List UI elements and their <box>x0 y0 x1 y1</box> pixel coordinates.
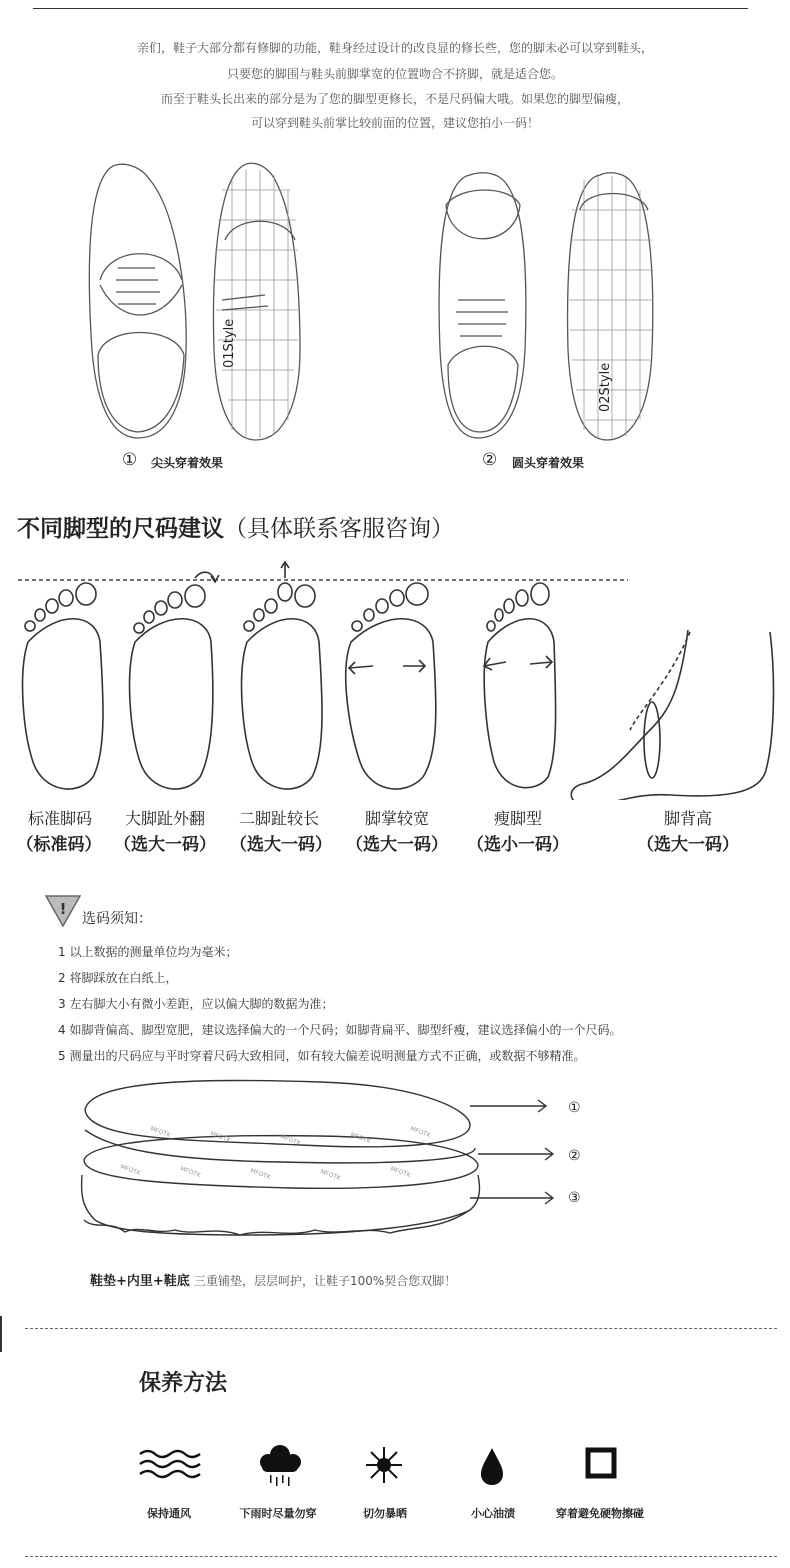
notice-item-5: 5 测量出的尺码应与平时穿着尺码大致相同，如有较大偏差说明测量方式不正确，或数据不够精准。 <box>58 1049 586 1063</box>
left-caption-number: ① <box>122 450 138 470</box>
foot-high-instep <box>571 630 773 800</box>
foot-label-3: 二脚趾较长 <box>238 809 319 828</box>
wave-icon <box>140 1451 200 1477</box>
foot-wide <box>346 583 436 789</box>
rain-cloud-icon <box>260 1445 301 1486</box>
brand-print-2: MFOTK <box>209 1130 232 1145</box>
foot-label-5: 瘦脚型 <box>493 809 542 828</box>
notice-item-2: 2 将脚踩放在白纸上， <box>58 971 178 985</box>
brand-print-10: MFOTK <box>389 1165 412 1180</box>
brand-print-5: MFOTK <box>409 1125 432 1140</box>
drop-icon <box>481 1448 503 1485</box>
care-divider <box>25 1328 777 1329</box>
foot-slim <box>484 583 556 788</box>
shoe-layers-illustration <box>0 1070 790 1270</box>
notice-title: 选码须知： <box>82 911 152 927</box>
right-style-label: 02Style <box>598 362 613 412</box>
foot-label-6: 脚背高 <box>663 809 712 828</box>
layers-caption <box>90 1270 456 1289</box>
foot-standard <box>23 583 103 789</box>
layer-mark-1: ① <box>568 1100 581 1116</box>
care-label-2: 下雨时尽量勿穿 <box>239 1507 317 1520</box>
intro-line-2: 只要您的脚围与鞋头前脚掌宽的位置吻合不挤脚，就是适合您。 <box>226 67 563 81</box>
care-label-1: 保持通风 <box>147 1507 191 1520</box>
pointed-shoe-foot <box>213 163 300 440</box>
right-caption-number: ② <box>482 450 498 470</box>
foot-advice-3: （选大一码） <box>230 835 332 855</box>
brand-print-7: MFOTK <box>179 1165 202 1180</box>
svg-text:!: ! <box>59 900 67 918</box>
square-icon <box>588 1450 614 1476</box>
intro-line-1: 亲们，鞋子大部分都有修脚的功能，鞋身经过设计的改良显的修长些，您的脚未必可以穿到鞋头， <box>136 41 653 55</box>
foot-advice-5: （选小一码） <box>467 835 569 855</box>
foot-advice-1: （标准码） <box>16 835 102 855</box>
layers-caption-bold: 鞋垫+内里+鞋底 <box>90 1274 190 1289</box>
foot-advice-2: （选大一码） <box>114 835 216 855</box>
left-style-label: 01Style <box>222 318 237 368</box>
brand-print-9: MFOTK <box>319 1168 342 1183</box>
foot-bunion <box>130 572 219 789</box>
care-label-3: 切勿暴晒 <box>363 1507 407 1520</box>
care-label-5: 穿着避免硬物擦碰 <box>556 1507 644 1520</box>
brand-print-4: MFOTK <box>349 1131 372 1146</box>
foot-label-4: 脚掌较宽 <box>364 809 429 828</box>
notice-item-4: 4 如脚背偏高、脚型宽肥，建议选择偏大的一个尺码；如脚背扁平、脚型纤瘦，建议选择偏小的一个尺码。 <box>58 1023 622 1037</box>
left-edge-mark <box>0 1316 2 1352</box>
care-icons <box>0 1440 790 1500</box>
size-section-heading <box>17 510 454 543</box>
intro-line-4: 可以穿到鞋头前掌比较前面的位置，建议您拍小一码！ <box>250 116 539 130</box>
insole-layer <box>85 1080 470 1146</box>
notice-item-3: 3 左右脚大小有微小差距，应以偏大脚的数据为准； <box>58 997 334 1011</box>
shoe-illustrations <box>0 150 790 630</box>
bottom-divider <box>25 1556 777 1557</box>
size-section-subtitle: （具体联系客服咨询） <box>224 516 454 542</box>
care-title: 保养方法 <box>139 1371 228 1396</box>
right-caption: 圆头穿着效果 <box>512 456 585 470</box>
left-caption: 尖头穿着效果 <box>151 456 224 470</box>
intro-line-3: 而至于鞋头长出来的部分是为了您的脚型更修长，不是尺码偏大哦。如果您的脚型偏瘦， <box>160 92 629 106</box>
notice-item-1: 1 以上数据的测量单位均为毫米； <box>58 945 238 959</box>
foot-label-1: 标准脚码 <box>27 809 92 828</box>
foot-label-2: 大脚趾外翻 <box>124 809 205 828</box>
layer-mark-3: ③ <box>568 1190 581 1206</box>
brand-print-6: MFOTK <box>119 1163 142 1178</box>
foot-long-second-toe <box>242 562 322 789</box>
warning-icon <box>44 892 84 932</box>
care-label-4: 小心油渍 <box>471 1507 515 1520</box>
brand-print-3: MFOTK <box>279 1133 302 1148</box>
sun-icon <box>366 1447 402 1483</box>
size-section-title: 不同脚型的尺码建议 <box>17 516 224 542</box>
brand-print-8: MFOTK <box>249 1167 272 1182</box>
layers-caption-text: 三重铺垫，层层呵护，让鞋子100%契合您双脚！ <box>193 1274 457 1288</box>
layer-mark-2: ② <box>568 1148 581 1164</box>
foot-advice-4: （选大一码） <box>346 835 448 855</box>
top-divider <box>33 8 748 9</box>
feet-illustrations <box>0 560 790 800</box>
brand-print-1: MFOTK <box>149 1125 172 1140</box>
foot-advice-6: （选大一码） <box>637 835 739 855</box>
